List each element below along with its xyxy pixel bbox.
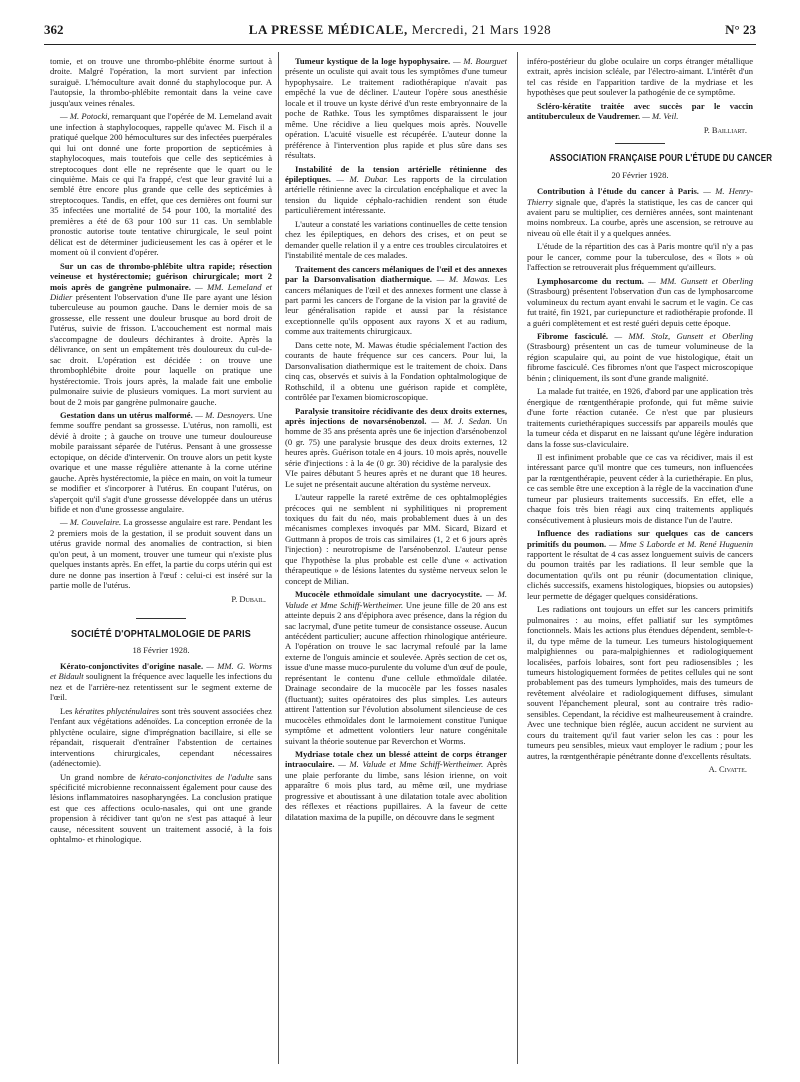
article-heading: Contribution à l'étude du cancer à Paris. bbox=[537, 186, 699, 197]
author-name: — M. Dubar. bbox=[330, 173, 388, 184]
paragraph: L'étude de la répartition des cas à Paris montre qu'il n'y a pas pour le cancer, comme pour la tuberculose, des « îlots » où l'affection se retrouverait plus fréquemment qu'ailleurs. bbox=[527, 241, 753, 273]
column-3 bbox=[527, 56, 773, 779]
header-rule bbox=[44, 44, 756, 45]
paragraph-text: remarquant que l'opérée de M. Lemeland avait une infection à staphylocoques, rappelle qu'avec M. Fisch il a pratiqué quelque 200 hémocultures sur des infectées puerpérales qui lui ont donné une forte proportion de septicémies à staphylocoques, mais toutefois que celle des septicémies à streptocoques dont elle ne représente que le quart ou le cinquième. Mais ce qui l'a frappé, c'est que leur gravité lui a semblé être encore plus grande que celle des septicémies à streptocoques. Tandis, en effet, que ces dernières ont fourni sur 35 infectées une mortalité de 54 pour 100, la mortalité des premières a été de 63 pour 100 sur 11 cas. Un semblable pronostic autorise toute tentative chirurgicale, le seul point délicat est de déterminer judicieusement les cas à opérer et le moment où il convient d'opérer. bbox=[50, 111, 272, 258]
paragraph-text: (Strasbourg) présentent un cas de tumeur volumineuse de la région scapulaire qui, au point de vue histologique, était un fibrome fasciculé. Ces fibromes n'ont que l'aspect microscopique bénin ; cliniquement, ils sont d'une grande malignité. bbox=[527, 341, 753, 383]
paragraph-text: soulignent la fréquence avec laquelle les infections du nez et de l'arrière-nez retentissent sur le segment externe de l'œil. bbox=[50, 671, 272, 703]
section-date: 18 Février 1928. bbox=[132, 644, 190, 655]
page-number: 362 bbox=[44, 22, 64, 37]
paragraph-text: Un grand nombre de bbox=[60, 771, 140, 782]
author-name: — M. Henry-Thierry bbox=[527, 186, 753, 207]
paragraph-text: Une jeune fille de 20 ans est atteinte depuis 2 ans d'épiphora avec présence, dans la région du sac lacrymal, d'une petite tumeur de consistance osseuse. Aucun antécédent particulier; aucune affection rhinologique antérieure. A l'opération on trouve le sac lacrymal refoulé par la lame externe de l'onguis amincie et soulevée. Après section de cet os, issue d'une masse muco-purulente du volume d'un œuf de poule, représentant le contenu d'une cellule ethmoïdale dilatée. Drainage secondaire de la mucocèle par les fosses nasales (fluctuant); suites opératoires des plus simples. Les auteurs attirent l'attention sur l'évolution absolument silencieuse de ces mucocèles ethmoïdales dont le larmoiement constitue l'unique symptôme et admettent volontiers leur nature congénitale suivant la théorie soutenue par Reverchon et Worms. bbox=[285, 599, 507, 746]
author-name: — M. Veil. bbox=[640, 111, 679, 122]
paragraph bbox=[50, 706, 272, 769]
section-date: 20 Février 1928. bbox=[611, 169, 669, 180]
paragraph-text: sont très souvent associées chez l'enfant aux végétations adénoïdes. La conception erronée de la phlyctène oculaire, signe d'imprégnation bacillaire, si elle se répandait, risquerait d'entraîner l'abstention de certaines interventions chirurgicales, cependant nécessaires (adénectomie). bbox=[50, 705, 272, 769]
author-name: — M. Valude et Mme Schiff-Wertheimer. bbox=[285, 589, 507, 610]
article-paragraph bbox=[50, 661, 272, 703]
paragraph: inféro-postérieur du globe oculaire un corps étranger métallique extrait, après incision scléale, par l'électro-aimant. L'intérêt d'un tel cas réside en l'apparition tardive de la mydriase et les hypothèses que peut soulever la pathogénie de ce symptôme. bbox=[527, 56, 753, 98]
author-name: — M. Desnoyers. bbox=[192, 409, 256, 420]
paragraph-text: présente un oculiste qui avait tous les symptômes d'une tumeur hypophysaire. Le traitement radiothérapique n'avait pas empêché la vue de décliner. L'auteur l'opère sous anesthésie locale et il trouve un kyste dérivé d'un reste embryonnaire de la poche de Rathke. Tous les symptômes disparaissent le jour même. Une récidive a lieu quelques mois après. Nouvelle opération. L'acuité visuelle est récupérée. L'auteur donne la préférence à l'intervention plus rapide et plus sûre dans ses résultats. bbox=[285, 66, 507, 161]
article-paragraph bbox=[527, 186, 753, 238]
article-paragraph bbox=[527, 101, 753, 122]
article-heading: Kérato-conjonctivites d'origine nasale. bbox=[60, 661, 204, 672]
article-heading: Lymphosarcome du rectum. bbox=[537, 275, 644, 286]
section-title: SOCIÉTÉ D'OPHTALMOLOGIE DE PARIS bbox=[71, 628, 251, 641]
author-name: — MM. Stolz, Gunsett et Oberling bbox=[608, 330, 753, 341]
paragraph bbox=[50, 517, 272, 590]
article-heading: Paralysie transitoire récidivante des deux droits externes, après injections de novarsénobenzol. bbox=[285, 405, 507, 426]
paragraph-text: Un homme de 35 ans présenta après une 6e injection d'arsénobenzol (0 gr. 75) une paralysie brusque des deux droits externes, 12 heures après. Guérison totale en 4 jours. 10 mois après, nouvelle série d'injections : à la 4e (0 gr. 30) récidive de la paralysie des VIe paires débutant 5 heures après et ne durant que 18 heures. Le sujet ne présentait aucune altération du système nerveux. bbox=[285, 415, 507, 489]
paragraph-text: sans spécificité microbienne reconnaissent également pour cause des lésions inflammatoires nasopharyngées. La conclusion pratique est que ces affections oculo-nasales, qui ont une grande propension à récidiver tant qu'on ne s'est pas attaqué à leur cause, nécessitent souvent un traitement associé, à la fois ophtalmo- et rhinologique. bbox=[50, 771, 272, 845]
article-paragraph bbox=[285, 164, 507, 216]
paragraph: tomie, et on trouve une thrombo-phlébite énorme surtout à droite. Malgré l'opération, la mort survient par infection suraiguë. L'hémoculture avait donné du staphylocoque pur. A l'autopsie, la thrombo-phlébite remontait dans la veine cave jusqu'aux veines rénales. bbox=[50, 56, 272, 108]
paragraph: L'auteur a constaté les variations continuelles de cette tension chez les épileptiques, en dehors des crises, et on peut se demander quelle relation il y a entre ces troubles circulatoires et l'instabilité mentale de ces malades. bbox=[285, 218, 507, 261]
section-header bbox=[527, 143, 773, 180]
paragraph: Il est infiniment probable que ce cas va récidiver, mais il est intéressant parce qu'il montre que ces tumeurs, non influencées par la rœntgenthérapie, peuvent céder à la curiethérapie. En plus, ce cas semble être une exception à la règle de la vaccination d'une tumeur par plusieurs traitements successifs. En effet, elle a chaque fois très bien réagi aux cinq traitements appliqués consécutivement à plusieurs mois de distance l'un de l'autre. bbox=[527, 451, 753, 525]
article-heading: Instabilité de la tension artérielle rétinienne des épileptiques. bbox=[285, 163, 507, 184]
article-paragraph bbox=[527, 331, 753, 383]
paragraph: L'auteur rappelle la rareté extrême de ces ophtalmoplégies précoces qui ne semblent ni syphilitiques ni proprement toxiques du fait du néo, mais probablement dues à un des mécanismes complexes invoqués par MM. Sicard, Bizard et Guttmann à propos de trois cas similaires (1, 2 et 6 jours après l'injection) : neurotropisme de l'arsénobenzol. L'auteur pense que l'hypothèse la plus probable est celle d'une « activation thérapeutique » de lésions latentes du système nerveux selon le concept de Milian. bbox=[285, 492, 507, 586]
paragraph: Les radiations ont toujours un effet sur les cancers primitifs pulmonaires : au moins, effet palliatif sur les symptômes fonctionnels. Mais les actions plus étendues dépendent, semble-t-il, du type même de la tumeur. Les tumeurs histologiquement malpighiennes ou para-malpighiennes et radiologiquement localisées, parfois lobaires, sont fort peu radiosensibles ; les tumeurs histologiquement formées de petites cellules qui ne sont probablement pas des tumeurs lymphoïdes, mais des tumeurs de revêtement alvéolaire et radiologiquement diffuses, simulant souvent l'épanchement pleural, sont au contraire très radio-sensibles. Cependant, la récidive est malheureusement à craindre. Avec une technique bien réglée, aucun accident ne survient au cours du traitement qu'il faut varier selon les cas : pour les tumeurs peu sensibles, mieux vaut employer le radium ; pour les autres, la rœntgenthérapie pénétrante donne d'excellents résultats. bbox=[527, 604, 753, 761]
paragraph bbox=[50, 111, 272, 257]
paragraph-text: Les rapports de la circulation artérielle rétinienne avec la circulation encéphalique et avec la tension du liquide céphalo-rachidien rendent son étude particulièrement intéressante. bbox=[285, 173, 508, 216]
section-title: ASSOCIATION FRANÇAISE POUR L'ÉTUDE DU CANCER bbox=[549, 153, 773, 165]
paragraph-text: (Strasbourg) présentent l'observation d'un cas de lymphosarcome volumineux du rectum ayant envahi le sacrum et le vagin. Ce cas fut traité, fin 1921, par curiepuncture et radiothérapie profonde. Il a guéri complètement et est resté guéri depuis cette époque. bbox=[527, 286, 753, 328]
article-paragraph bbox=[527, 276, 753, 328]
article-heading: Scléro-kératite traitée avec succès par le vaccin antituberculeux de Vaudremer. bbox=[527, 100, 753, 122]
author-name: — M. Potocki, bbox=[60, 111, 110, 122]
column-divider-2 bbox=[517, 52, 518, 1064]
signature: A. Civatte. bbox=[708, 764, 747, 775]
column-1 bbox=[50, 56, 272, 848]
author-name: — MM. G. Worms et Bidault bbox=[50, 661, 273, 682]
paragraph-text: Après une plaie perforante du limbe, sans lésion irienne, on voit apparaître 6 mois plus tard, au même œil, une mydriase progressive et aboutissant à une dilatation totale avec abolition des réflexes et réactions pupillaires. A la faveur de cette dilatation maxima de la pupille, on découvre dans le segment bbox=[285, 759, 507, 822]
article-heading: Fibrome fasciculé. bbox=[537, 330, 609, 341]
section-header bbox=[50, 618, 272, 655]
paragraph-text: Les cancers mélaniques de l'œil et des annexes forment une classe à part parmi les cancers de l'organe de la vision par la gravité de leur généralisation rapide et aussi par la résistance exceptionnelle qu'ils opposent aux rayons X et au radium, comme aux traitements chirurgicaux. bbox=[285, 274, 507, 337]
paragraph-text: rapportent le résultat de 4 cas assez longuement suivis de cancers du poumon traités par les radiations. Il leur semble que la documentation qu'ils ont pu réunir (documentation clinique, clichés successifs, examens histologiques, biopsies ou autopsies) leur permette de dégager quelques considérations. bbox=[527, 549, 753, 601]
section-rule bbox=[136, 618, 186, 619]
article-heading: Influence des radiations sur quelques cas de cancers primitifs du poumon. bbox=[527, 528, 753, 549]
article-paragraph bbox=[285, 264, 507, 337]
column-divider-1 bbox=[278, 52, 279, 1064]
article-paragraph bbox=[285, 406, 507, 490]
journal-title bbox=[44, 22, 756, 38]
paragraph: Dans cette note, M. Mawas étudie spécialement l'action des courants de haute fréquence sur ces cancers. Pour lui, la Darsonvalisation diathermique est le traitement de choix. Dans cinq cas, observés et suivis à la Fondation ophtalmologique de Rothschild, il a obtenu une guérison rapide et complète, contrôlée par l'examen biomicroscopique. bbox=[285, 339, 507, 403]
article-paragraph bbox=[50, 261, 272, 407]
paragraph bbox=[50, 772, 272, 845]
author-name: — M. J. Sedan. bbox=[426, 415, 492, 426]
paragraph-text: présentent l'observation d'une IIe pare ayant une lésion tuberculeuse au poumon gauche. Dans le dernier mois de sa grossesse, elle ressent une douleur brusque au bord droit de l'utérus, suivie de frisson. L'accouchement est normal mais s'accompagne de douleurs déchirantes à droite. Après la délivrance, on sent un empâtement très douloureux du cul-de-sac droit. L'opération est décidée : on trouve une thrombophlébite droite pour laquelle on pratique une hystérectomie. Trois jours après, la malade fait une embolie pulmonaire suivie de plusieurs vomiques. La mort survient au bout de 2 mois par gangrène pulmonaire gauche. bbox=[50, 291, 272, 407]
author-name: — M. Mawas. bbox=[431, 274, 490, 285]
section-rule bbox=[615, 143, 665, 144]
italic-term: kérato-conjonctivites de l'adulte bbox=[139, 771, 254, 782]
article-paragraph bbox=[285, 589, 507, 746]
author-name: — Mme S Laborde et M. René Huguenin bbox=[606, 538, 753, 549]
article-heading: Gestation dans un utérus malformé. bbox=[60, 409, 193, 420]
author-name: — M. Bourguet bbox=[450, 56, 507, 66]
paragraph: La malade fut traitée, en 1926, d'abord par une application très énergique de rœntgenthérapie profonde, qui fut même suivie d'une forte réaction cutanée. Ce n'est que par plusieurs traitements curiethérapiques successifs par appareils moulés que la tumeur céda et disparut en ne laissant qu'une légère induration dans la fosse sus-claviculaire. bbox=[527, 386, 753, 449]
italic-term: kératites phlycténulaires bbox=[74, 705, 160, 716]
journal-name: LA PRESSE MÉDICALE, bbox=[248, 22, 408, 37]
article-paragraph bbox=[285, 56, 507, 161]
paragraph-text: signale que, d'après la statistique, les cas de cancer qui avaient paru se multiplier, ces dernières années, sont maintenant moins nombreux. La courbe, après une ascension, se retrouve au niveau où elle était il y a quelques années. bbox=[527, 196, 753, 238]
article-heading: Sur un cas de thrombo-phlébite ultra rapide; résection veineuse et hystérectomie; guérison chirurgicale; mort 2 mois après de gangrène pulmonaire. bbox=[50, 260, 272, 292]
article-heading: Mucocèle ethmoïdale simulant une dacryocystite. bbox=[295, 589, 482, 600]
author-name: — M. Couvelaire. bbox=[60, 517, 122, 528]
paragraph-text: Les bbox=[60, 705, 75, 716]
article-paragraph bbox=[285, 749, 507, 822]
issue-number: N° 23 bbox=[725, 22, 756, 37]
author-name: — MM. Lemeland et Didier bbox=[50, 281, 272, 302]
article-heading: Tumeur kystique de la loge hypophysaire. bbox=[295, 56, 451, 66]
paragraph-text: Une femme souffre pendant sa grossesse. L'utérus, non ramolli, est dévié à droite ; à gauche on trouve une tumeur douloureuse mobile paraissant séparée de l'utérus. Pensant à une grossesse ectopique, on décide d'intervenir. On trouve alors un petit kyste ovarique et une masse régulière attenante à la corne utérine gauche. Après hystérectomie, la pièce en main, on voit la tumeur se modifier et s'incorporer à l'utérus. En coupant l'utérus, on s'aperçoit qu'il s'agit d'une grossesse développée dans un utérus bifide et non d'une grossesse angulaire. bbox=[50, 409, 272, 515]
author-name: — MM. Gunsett et Oberling bbox=[643, 275, 754, 286]
article-paragraph bbox=[50, 410, 272, 515]
column-2 bbox=[285, 56, 507, 825]
issue-date: Mercredi, 21 Mars 1928 bbox=[411, 22, 552, 37]
article-paragraph bbox=[527, 528, 753, 601]
author-name: — M. Valude et Mme Schiff-Wertheimer. bbox=[334, 759, 484, 770]
page-header bbox=[44, 22, 756, 40]
signature: P. Dubail. bbox=[231, 593, 266, 604]
signature: P. Bailliart. bbox=[703, 124, 747, 135]
article-heading: Mydriase totale chez un blessé atteint de corps étranger intraoculaire. bbox=[285, 749, 507, 770]
paragraph-text: La grossesse angulaire est rare. Pendant les 2 premiers mois de la gestation, il se produit souvent dans un utérus gravide normal des anomalies de contraction, si bien qu'on peut, à un moment, trouver une tumeur qui n'existe plus quelques instants après. En effet, la partie du corps utérin qui est dure ne donne pas insertion à l'œuf : celui-ci est inséré sur la partie molle de l'utérus. bbox=[50, 517, 272, 591]
article-heading: Traitement des cancers mélaniques de l'œil et des annexes par la Darsonvalisation diathermique. bbox=[285, 263, 507, 285]
